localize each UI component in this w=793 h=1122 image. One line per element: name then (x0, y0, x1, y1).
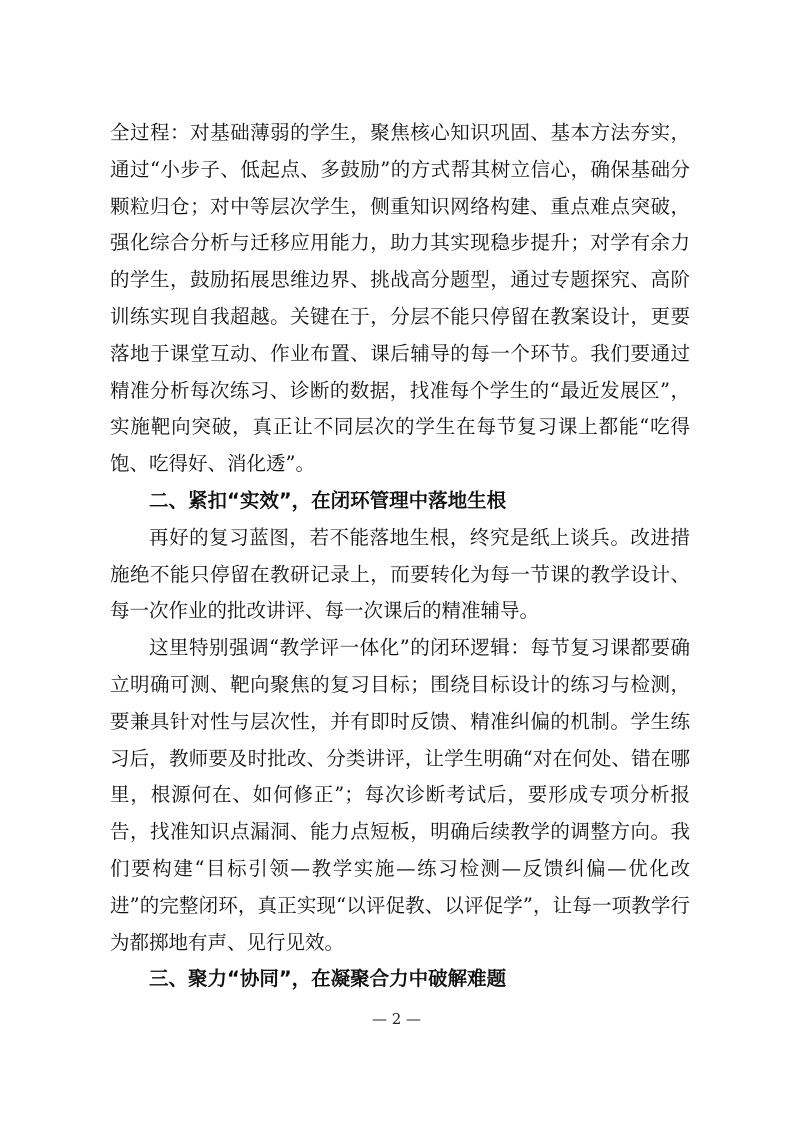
paragraph-differentiated-review: 全过程：对基础薄弱的学生，聚焦核心知识巩固、基本方法夯实，通过“小步子、低起点、多鼓励”的方式帮其树立信心，确保基础分颗粒归仓；对中等层次学生，侧重知识网络构建、重点难点突破，强化综合分析与迁移应用能力，助力其实现稳步提升；对学有余力的学生，鼓励拓展思维边界、挑战高分题型，通过专题探究、高阶训练实现自我超越。关键在于，分层不能只停留在教案设计，更要落地于课堂互动、作业布置、课后辅导的每一个环节。我们要通过精准分析每次练习、诊断的数据，找准每个学生的“最近发展区”，实施靶向突破，真正让不同层次的学生在每节复习课上都能“吃得饱、吃得好、消化透”。 (110, 121, 690, 476)
paragraph-implementation: 再好的复习蓝图，若不能落地生根，终究是纸上谈兵。改进措施绝不能只停留在教研记录上，而要转化为每一节课的教学设计、每一次作业的批改讲评、每一次课后的精准辅导。 (110, 525, 690, 623)
document-body (110, 115, 690, 998)
section-heading-effectiveness: 二、紧扣“实效”，在闭环管理中落地生根 (149, 488, 507, 512)
section-heading-collaboration: 三、聚力“协同”，在凝聚合力中破解难题 (149, 967, 507, 991)
paragraph-closed-loop: 这里特别强调“教学评一体化”的闭环逻辑：每节复习课都要确立明确可测、靶向聚焦的复习目标；围绕目标设计的练习与检测，要兼具针对性与层次性，并有即时反馈、精准纠偏的机制。学生练习后，教师要及时批改、分类讲评，让学生明确“对在何处、错在哪里，根源何在、如何修正”；每次诊断考试后，要形成专项分析报告，找准知识点漏洞、能力点短板，明确后续教学的调整方向。我们要构建“目标引领—教学实施—练习检测—反馈纠偏—优化改进”的完整闭环，真正实现“以评促教、以评促学”，让每一项教学行为都掷地有声、见行见效。 (110, 636, 690, 954)
page-number: — 2 — (371, 1010, 422, 1028)
